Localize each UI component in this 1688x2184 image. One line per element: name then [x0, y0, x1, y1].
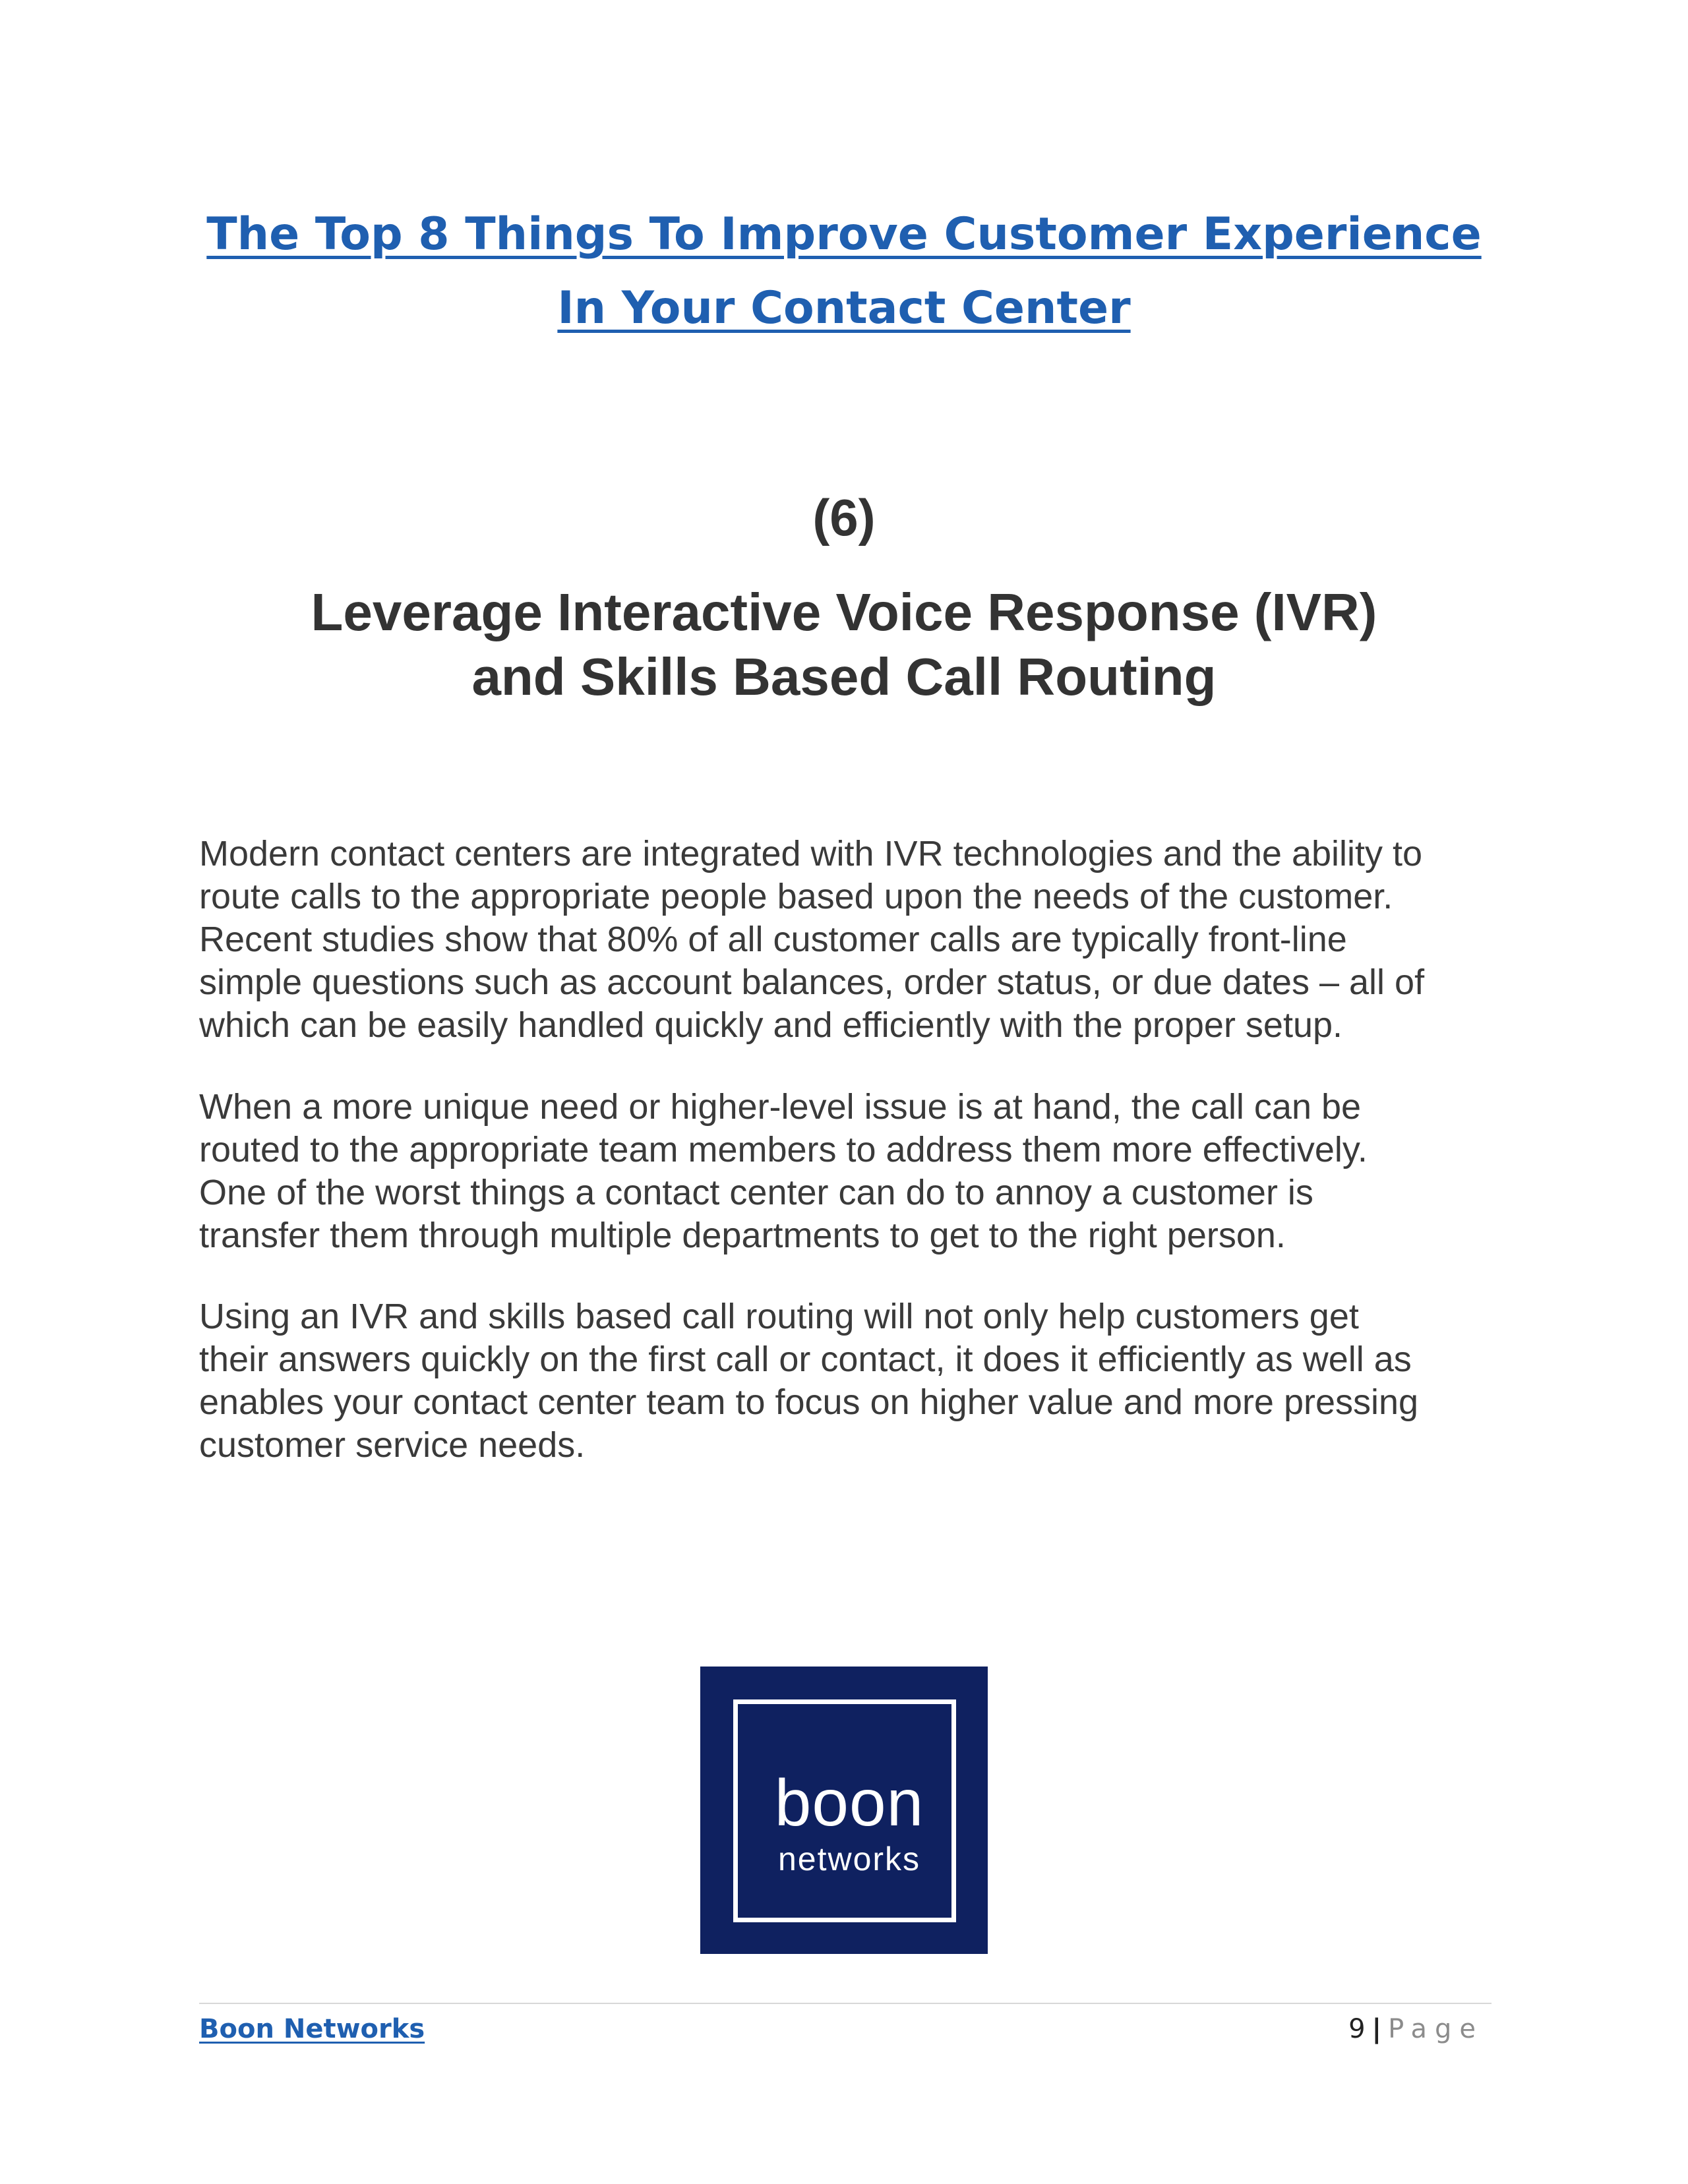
section-heading-line-1: Leverage Interactive Voice Response (IVR)	[311, 583, 1377, 641]
document-title-line-1: The Top 8 Things To Improve Customer Experience	[206, 208, 1482, 260]
paragraph-line: which can be easily handled quickly and efficiently with the proper setup.	[199, 1005, 1343, 1045]
logo-word-networks: networks	[777, 1841, 921, 1877]
paragraph-line: simple questions such as account balances, order status, or due dates – all of	[199, 962, 1425, 1002]
paragraph-line: their answers quickly on the first call or contact, it does it efficiently as well as	[199, 1340, 1412, 1379]
section-number: (6)	[812, 488, 876, 546]
document-title	[0, 198, 1688, 345]
paragraph-line: routed to the appropriate team members to address them more effectively.	[199, 1130, 1368, 1169]
footer-company-name: Boon Networks	[199, 2014, 425, 2044]
paragraph-line: When a more unique need or higher-level issue is at hand, the call can be	[199, 1087, 1362, 1127]
document-title-line-2: In Your Contact Center	[557, 282, 1131, 334]
section-heading	[0, 580, 1688, 709]
page-separator: |	[1372, 2014, 1382, 2044]
paragraph-line: transfer them through multiple departments to get to the right person.	[199, 1216, 1286, 1255]
paragraph-line: Modern contact centers are integrated with IVR technologies and the ability to	[199, 834, 1423, 873]
footer-divider	[199, 2003, 1492, 2004]
paragraph-line: route calls to the appropriate people based upon the needs of the customer.	[199, 877, 1393, 916]
paragraph-line: customer service needs.	[199, 1425, 586, 1465]
paragraph-line: Using an IVR and skills based call routing will not only help customers get	[199, 1297, 1359, 1336]
paragraph-line: enables your contact center team to focus on higher value and more pressing	[199, 1382, 1419, 1422]
paragraph-1	[199, 833, 1492, 1047]
boon-networks-logo	[700, 1667, 988, 1954]
section-heading-line-2: and Skills Based Call Routing	[471, 647, 1217, 706]
paragraph-2	[199, 1086, 1492, 1257]
paragraph-3	[199, 1295, 1492, 1467]
paragraph-line: One of the worst things a contact center can do to annoy a customer is	[199, 1173, 1313, 1212]
page-word: Page	[1388, 2014, 1484, 2044]
page-number: 9	[1348, 2014, 1366, 2044]
logo-frame	[733, 1699, 956, 1922]
logo-word-boon: boon	[774, 1766, 924, 1840]
footer-page-number	[1348, 2009, 1484, 2049]
paragraph-line: Recent studies show that 80% of all customer calls are typically front-line	[199, 920, 1347, 959]
